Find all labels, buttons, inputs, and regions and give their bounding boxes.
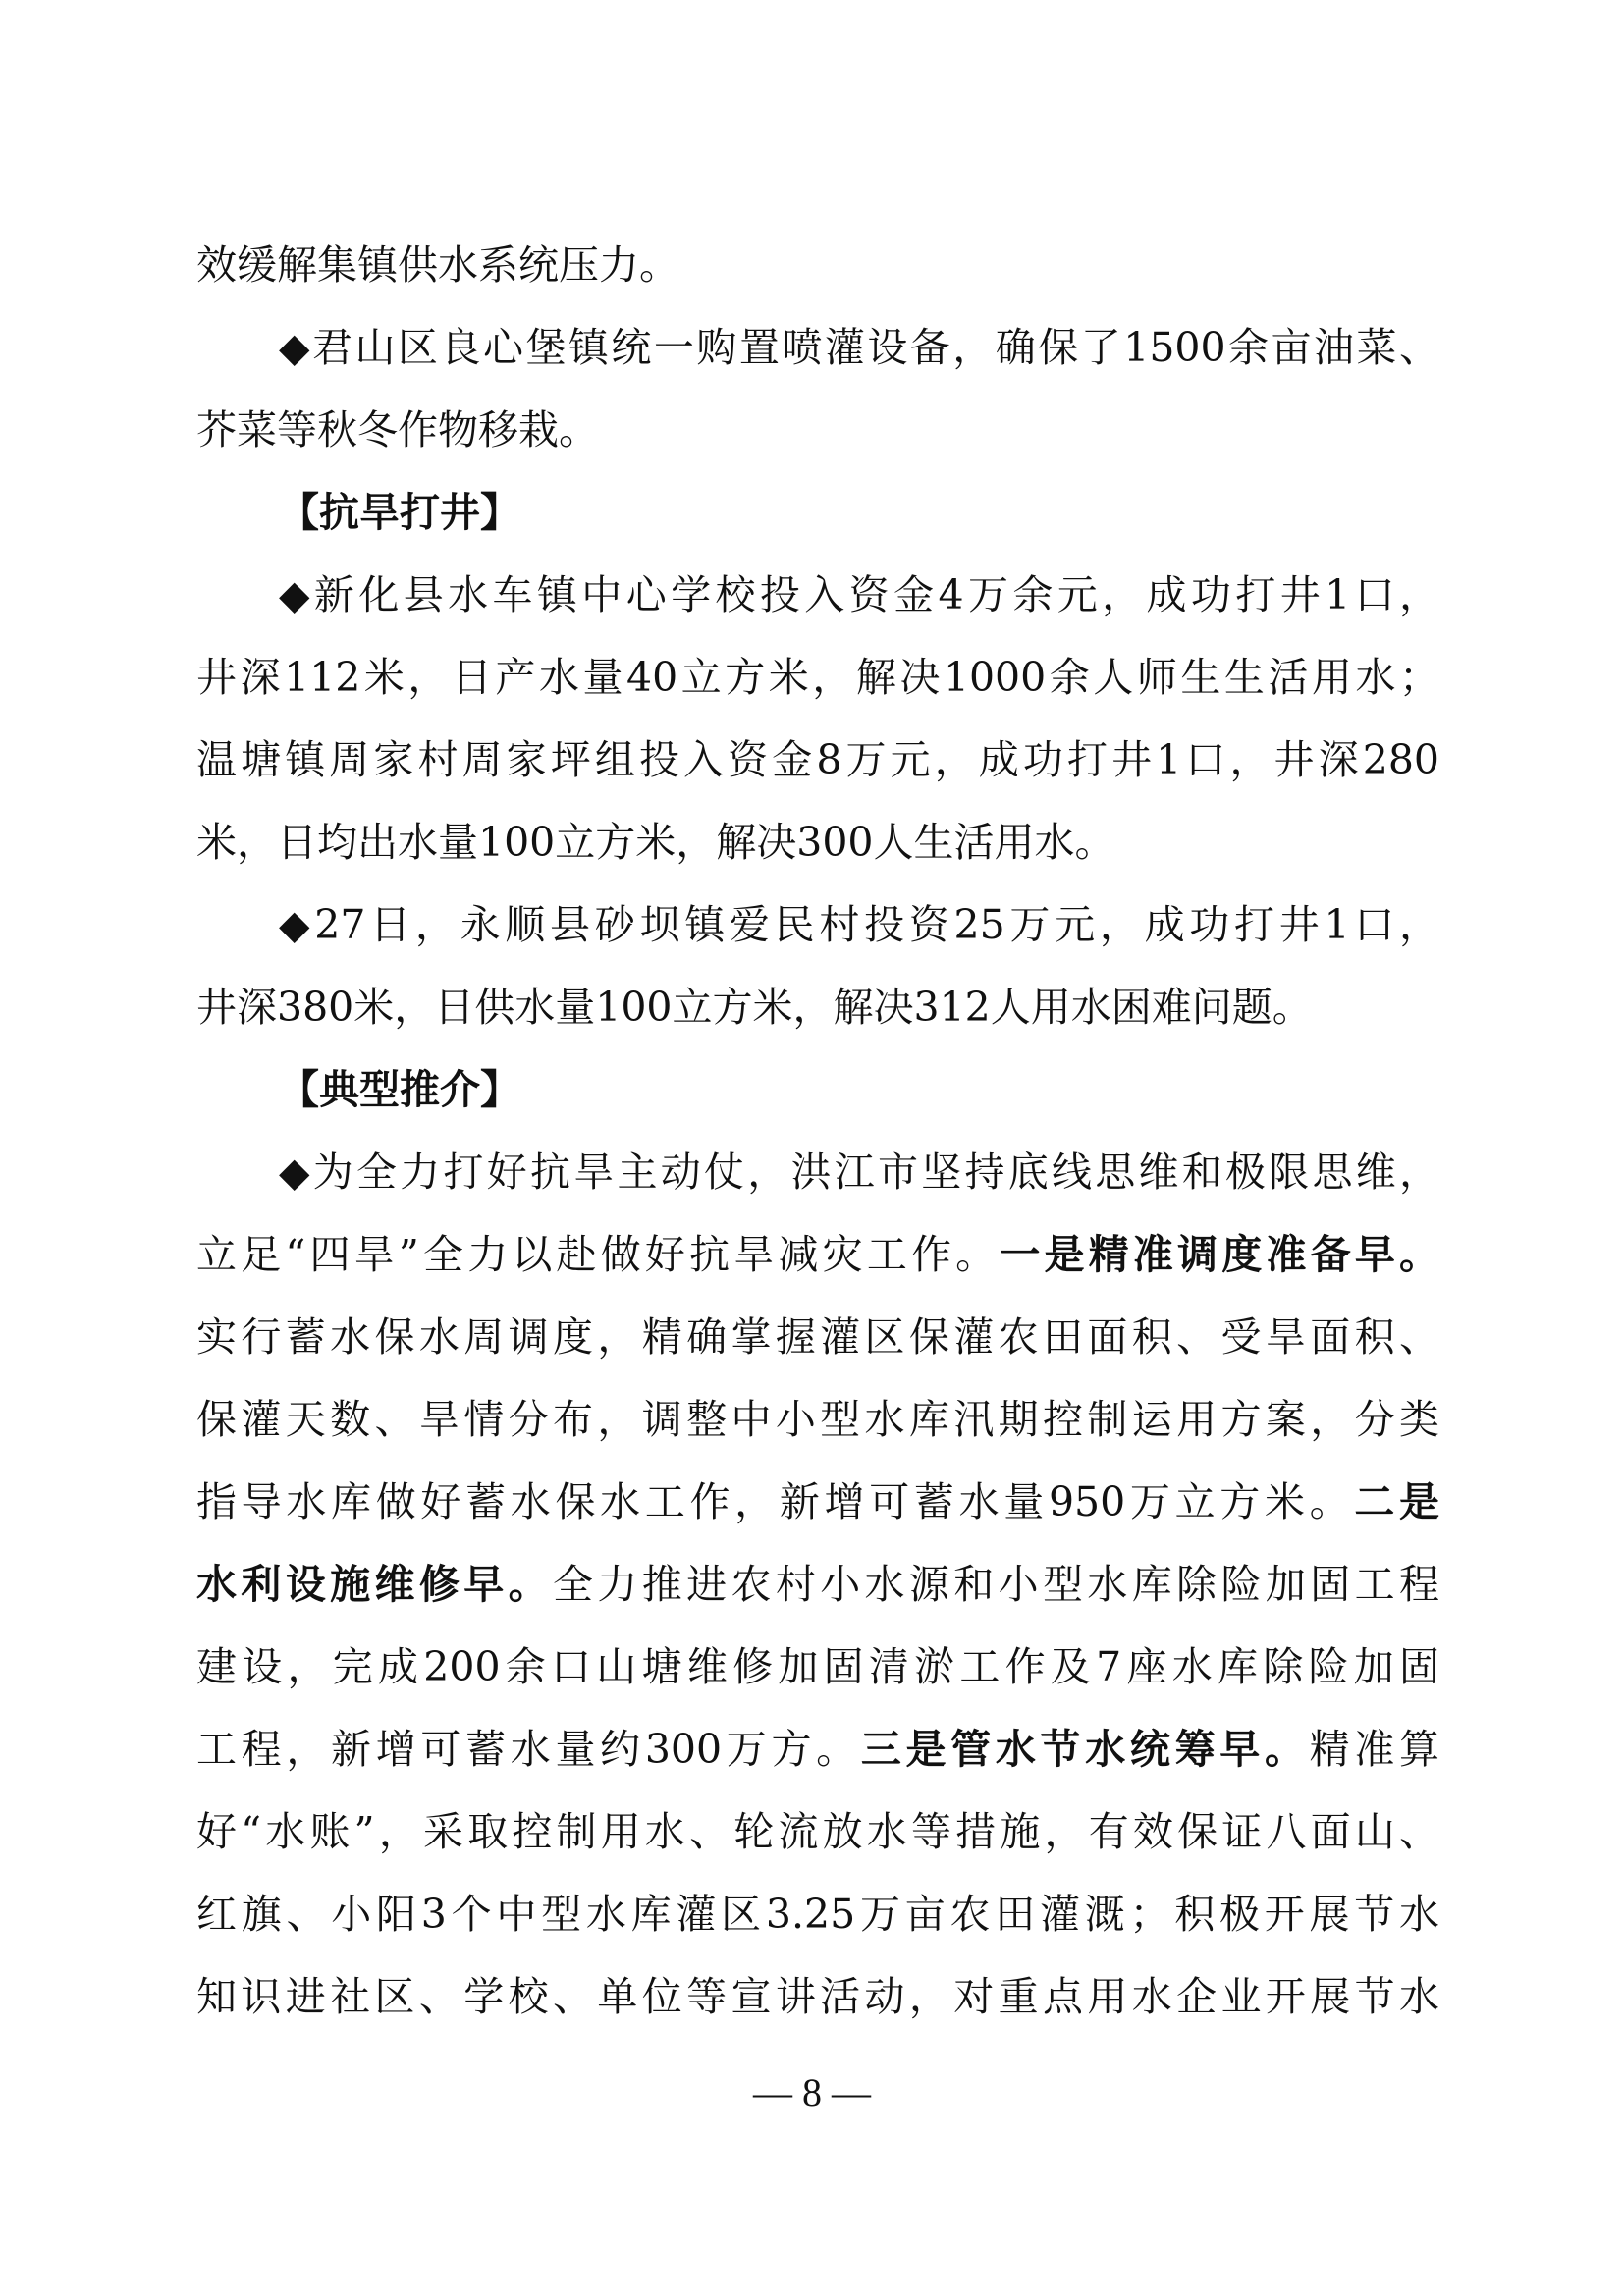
line-text: 全力推进农村小水源和小型水库除险加固工程 [552, 1561, 1440, 1608]
paragraph-line: 好“水账”，采取控制用水、轮流放水等措施，有效保证八面山、 [196, 1808, 1439, 1855]
section-heading: 【典型推介】 [279, 1066, 520, 1113]
line-text: 精准算 [1309, 1726, 1440, 1773]
paragraph-line: 井深380米，日供水量100立方米，解决312人用水困难问题。 [196, 984, 1313, 1031]
line-text: 工程，新增可蓄水量约300万方。 [196, 1726, 861, 1773]
bold-phrase: 水利设施维修早。 [196, 1561, 553, 1608]
line-text: 立足“四旱”全力以赴做好抗旱减灾工作。 [196, 1231, 1001, 1278]
paragraph-line [196, 1461, 1439, 1543]
paragraph-line: ◆新化县水车镇中心学校投入资金4万余元，成功打井1口， [279, 571, 1439, 618]
section-heading: 【抗旱打井】 [279, 489, 520, 536]
line-text: 指导水库做好蓄水保水工作，新增可蓄水量950万立方米。 [196, 1478, 1355, 1525]
paragraph-line: 红旗、小阳3个中型水库灌区3.25万亩农田灌溉；积极开展节水 [196, 1891, 1439, 1938]
paragraph-line: 实行蓄水保水周调度，精确掌握灌区保灌农田面积、受旱面积、 [196, 1313, 1439, 1361]
paragraph-line: ◆为全力打好抗旱主动仗，洪江市坚持底线思维和极限思维， [279, 1148, 1439, 1196]
paragraph-line: 芥菜等秋冬作物移栽。 [196, 406, 599, 454]
paragraph-line: 知识进社区、学校、单位等宣讲活动，对重点用水企业开展节水 [196, 1973, 1439, 2020]
paragraph-line [196, 1213, 1439, 1296]
paragraph-line: ◆27日，永顺县砂坝镇爱民村投资25万元，成功打井1口， [279, 901, 1439, 948]
page-number: — 8 — [753, 2070, 871, 2114]
paragraph-line [196, 1543, 1439, 1626]
bold-phrase: 二是 [1354, 1478, 1439, 1525]
paragraph-line: 井深112米，日产水量40立方米，解决1000余人师生生活用水； [196, 654, 1439, 701]
paragraph-line: 效缓解集镇供水系统压力。 [196, 241, 679, 289]
bold-phrase: 一是精准调度准备早。 [1000, 1231, 1440, 1278]
paragraph-line: 温塘镇周家村周家坪组投入资金8万元，成功打井1口，井深280 [196, 736, 1439, 783]
document-body [196, 224, 1439, 2038]
paragraph-line: 米，日均出水量100立方米，解决300人生活用水。 [196, 819, 1115, 866]
paragraph-line: 建设，完成200余口山塘维修加固清淤工作及7座水库除险加固 [196, 1643, 1439, 1690]
bold-phrase: 三是管水节水统筹早。 [860, 1726, 1310, 1773]
paragraph-line: 保灌天数、旱情分布，调整中小型水库汛期控制运用方案，分类 [196, 1396, 1439, 1443]
paragraph-line: ◆君山区良心堡镇统一购置喷灌设备，确保了1500余亩油菜、 [279, 324, 1439, 371]
paragraph-line [196, 1708, 1439, 1790]
